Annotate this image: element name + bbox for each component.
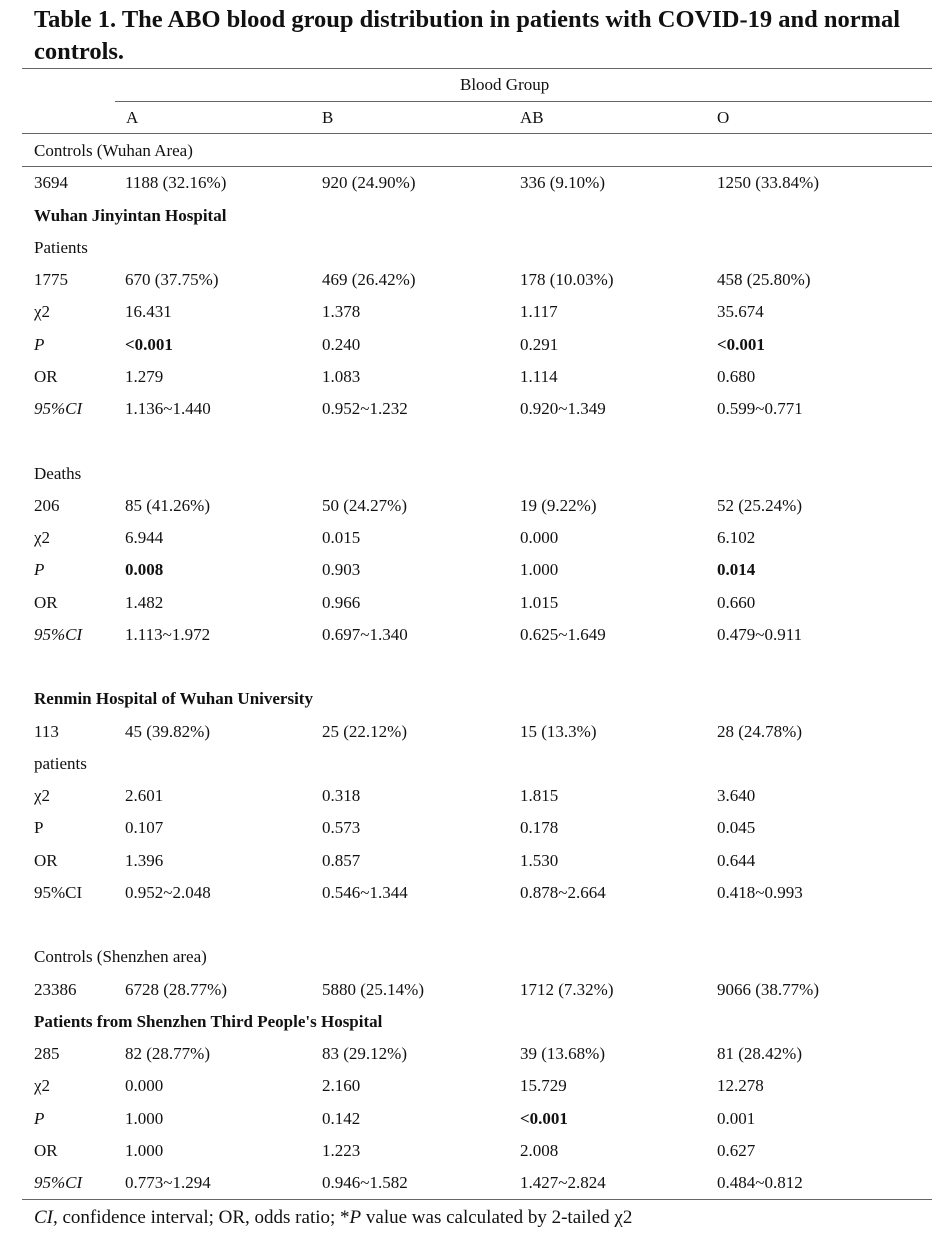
table-cell: 15.729 bbox=[520, 1076, 567, 1096]
row-label: χ2 bbox=[34, 528, 51, 547]
footnote bbox=[34, 1207, 632, 1229]
table-cell: 0.878~2.664 bbox=[520, 882, 606, 902]
table-cell: 1.117 bbox=[520, 302, 558, 322]
column-header-ab: AB bbox=[520, 108, 544, 127]
column-header-a: A bbox=[126, 108, 139, 127]
table-cell: 0.644 bbox=[717, 850, 756, 870]
row-label: OR bbox=[34, 850, 58, 870]
table-cell: 0.178 bbox=[520, 818, 559, 838]
table-cell: 19 (9.22%) bbox=[520, 495, 597, 515]
table-cell: 1.482 bbox=[125, 592, 164, 612]
table-cell: 0.697~1.340 bbox=[322, 624, 408, 644]
row-label: P bbox=[34, 818, 44, 838]
table-cell: 15 (13.3%) bbox=[520, 721, 597, 741]
column-header-b: B bbox=[322, 108, 334, 127]
section-heading: Wuhan Jinyintan Hospital bbox=[34, 205, 227, 225]
table-cell: 1188 (32.16%) bbox=[125, 173, 227, 193]
row-label: 95%CI bbox=[34, 882, 83, 902]
group-header-rule bbox=[115, 101, 932, 102]
table-cell: 85 (41.26%) bbox=[125, 495, 210, 515]
table-cell: 1.000 bbox=[125, 1140, 164, 1160]
table-cell: 0.625~1.649 bbox=[520, 624, 606, 644]
table-cell: 2.160 bbox=[322, 1076, 361, 1096]
table-cell: 2.008 bbox=[520, 1140, 559, 1160]
table-cell: 2.601 bbox=[125, 786, 164, 805]
table-cell: 12.278 bbox=[717, 1076, 764, 1096]
table-cell: 1.114 bbox=[520, 366, 558, 386]
table-cell: 1.427~2.824 bbox=[520, 1173, 606, 1192]
footnote-text-2: value was calculated by 2-tailed χ2 bbox=[361, 1207, 633, 1228]
table-cell: 1.015 bbox=[520, 592, 559, 612]
table-cell: 0.000 bbox=[125, 1076, 164, 1096]
row-label: OR bbox=[34, 1140, 58, 1160]
group-label: Deaths bbox=[34, 463, 82, 483]
column-header-o: O bbox=[717, 108, 730, 127]
table-cell: <0.001 bbox=[520, 1108, 568, 1128]
table-cell: 0.946~1.582 bbox=[322, 1173, 408, 1192]
table-cell: 1.136~1.440 bbox=[125, 399, 211, 418]
table-cell: 0.599~0.771 bbox=[717, 399, 803, 418]
row-label: 1775 bbox=[34, 270, 68, 289]
table-cell: 1.396 bbox=[125, 850, 164, 870]
table-cell: 0.660 bbox=[717, 592, 756, 612]
row-label: 95%CI bbox=[34, 399, 83, 418]
blood-group-header: Blood Group bbox=[460, 75, 550, 94]
table-cell: 39 (13.68%) bbox=[520, 1044, 605, 1063]
table-cell: 0.952~1.232 bbox=[322, 399, 408, 418]
table-cell: 0.142 bbox=[322, 1108, 361, 1128]
table-cell: 0.920~1.349 bbox=[520, 399, 606, 418]
table-cell: 0.015 bbox=[322, 528, 361, 547]
table-cell: 1.113~1.972 bbox=[125, 624, 211, 644]
table-cell: 28 (24.78%) bbox=[717, 721, 802, 741]
row-label: OR bbox=[34, 592, 58, 612]
table-cell: 0.418~0.993 bbox=[717, 882, 803, 902]
group-label: Controls (Wuhan Area) bbox=[34, 141, 193, 160]
footnote-text-1: , confidence interval; OR, odds ratio; * bbox=[53, 1207, 350, 1228]
table-cell: 0.107 bbox=[125, 818, 164, 838]
table-cell: 35.674 bbox=[717, 302, 764, 322]
row-label: 95%CI bbox=[34, 1173, 83, 1192]
row-label: OR bbox=[34, 366, 58, 386]
table-cell: 0.240 bbox=[322, 334, 361, 354]
row-label: χ2 bbox=[34, 786, 51, 805]
table-cell: 6728 (28.77%) bbox=[125, 979, 227, 999]
table-cell: 0.045 bbox=[717, 818, 756, 838]
row-label: χ2 bbox=[34, 302, 51, 322]
bottom-rule bbox=[22, 1199, 932, 1200]
table-cell: 469 (26.42%) bbox=[322, 270, 416, 289]
table-cell: 9066 (38.77%) bbox=[717, 979, 819, 999]
table-cell: 5880 (25.14%) bbox=[322, 979, 424, 999]
footnote-ci: CI bbox=[34, 1207, 53, 1228]
row-label: 206 bbox=[34, 495, 60, 515]
table-cell: <0.001 bbox=[717, 334, 765, 354]
row-label: P bbox=[34, 334, 45, 354]
table-cell: 1.378 bbox=[322, 302, 361, 322]
table-cell: 16.431 bbox=[125, 302, 172, 322]
table-cell: 0.627 bbox=[717, 1140, 756, 1160]
table-cell: 0.773~1.294 bbox=[125, 1173, 211, 1192]
row-label: P bbox=[34, 560, 45, 580]
table-cell: 1.000 bbox=[125, 1108, 164, 1128]
table-cell: 0.952~2.048 bbox=[125, 882, 211, 902]
row-label: 95%CI bbox=[34, 624, 83, 644]
table-cell: 1.083 bbox=[322, 366, 361, 386]
table-cell: 670 (37.75%) bbox=[125, 270, 219, 289]
table-title: Table 1. The ABO blood group distribution in patients with COVID-19 and normal controls. bbox=[34, 6, 901, 65]
table-cell: 0.573 bbox=[322, 818, 361, 838]
table-cell: 0.318 bbox=[322, 786, 361, 805]
table-cell: 0.014 bbox=[717, 560, 756, 580]
table-cell: 45 (39.82%) bbox=[125, 721, 210, 741]
table-cell: 82 (28.77%) bbox=[125, 1044, 210, 1063]
column-header-rule bbox=[22, 133, 932, 134]
table-cell: 0.000 bbox=[520, 528, 559, 547]
table-cell: 1.815 bbox=[520, 786, 559, 805]
row-label: 23386 bbox=[34, 979, 77, 999]
group-label: patients bbox=[34, 753, 87, 773]
table-cell: 52 (25.24%) bbox=[717, 495, 802, 515]
table-cell: 0.484~0.812 bbox=[717, 1173, 803, 1192]
group-label: Patients bbox=[34, 237, 88, 257]
table-cell: 25 (22.12%) bbox=[322, 721, 407, 741]
footnote-p: P bbox=[349, 1207, 362, 1228]
table-cell: 0.001 bbox=[717, 1108, 756, 1128]
top-rule bbox=[22, 68, 932, 69]
table-cell: 83 (29.12%) bbox=[322, 1044, 407, 1063]
table-cell: 0.479~0.911 bbox=[717, 624, 803, 644]
table-cell: 0.291 bbox=[520, 334, 559, 354]
table-cell: <0.001 bbox=[125, 334, 173, 354]
section-heading: Patients from Shenzhen Third People's Hospital bbox=[34, 1011, 383, 1031]
table-cell: 0.966 bbox=[322, 592, 361, 612]
table-cell: 6.944 bbox=[125, 528, 164, 547]
table-cell: 1712 (7.32%) bbox=[520, 979, 614, 999]
table-cell: 1.000 bbox=[520, 560, 559, 580]
row-label: P bbox=[34, 1108, 45, 1128]
table-cell: 1.223 bbox=[322, 1140, 361, 1160]
table-cell: 1.530 bbox=[520, 850, 559, 870]
table-cell: 50 (24.27%) bbox=[322, 495, 407, 515]
section-heading: Renmin Hospital of Wuhan University bbox=[34, 689, 313, 709]
row-label: 285 bbox=[34, 1044, 60, 1063]
table-cell: 336 (9.10%) bbox=[520, 173, 605, 193]
group-label: Controls (Shenzhen area) bbox=[34, 947, 207, 967]
row-label: 3694 bbox=[34, 173, 68, 193]
table-cell: 0.857 bbox=[322, 850, 361, 870]
controls-rule bbox=[22, 166, 932, 167]
table-cell: 178 (10.03%) bbox=[520, 270, 614, 289]
table-cell: 458 (25.80%) bbox=[717, 270, 811, 289]
table-cell: 0.903 bbox=[322, 560, 361, 580]
table-cell: 6.102 bbox=[717, 528, 756, 547]
row-label: 113 bbox=[34, 721, 59, 741]
table-cell: 1.279 bbox=[125, 366, 164, 386]
table-cell: 0.546~1.344 bbox=[322, 882, 408, 902]
table-cell: 3.640 bbox=[717, 786, 756, 805]
table-cell: 1250 (33.84%) bbox=[717, 173, 819, 193]
row-label: χ2 bbox=[34, 1076, 51, 1096]
table-cell: 0.680 bbox=[717, 366, 756, 386]
table-cell: 0.008 bbox=[125, 560, 164, 580]
table-cell: 81 (28.42%) bbox=[717, 1044, 802, 1063]
table-cell: 920 (24.90%) bbox=[322, 173, 416, 193]
